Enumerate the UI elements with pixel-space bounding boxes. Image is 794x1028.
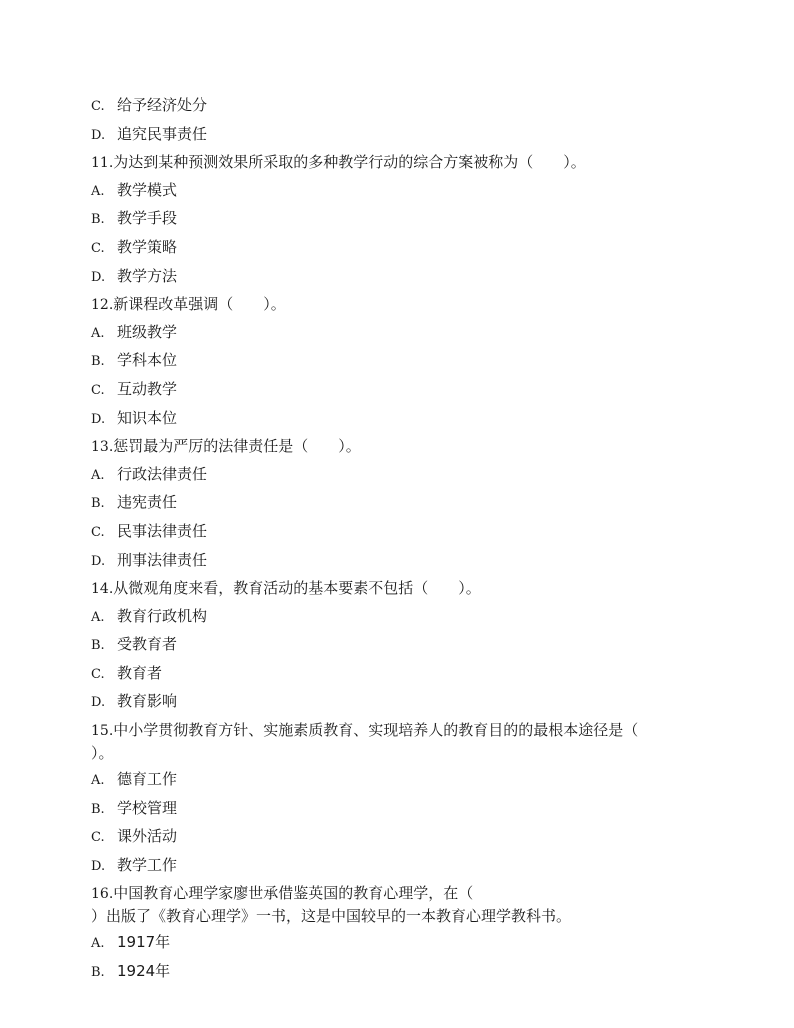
answer-option	[91, 92, 681, 121]
answer-option	[91, 603, 681, 632]
option-text: 给予经济处分	[117, 96, 208, 114]
option-text: 班级教学	[117, 322, 178, 341]
option-letter: B.	[91, 212, 105, 228]
option-text: 教学方法	[117, 266, 178, 285]
option-letter: C.	[91, 382, 105, 398]
question-text: 中小学贯彻教育方针、实施素质教育、实现培养人的教育目的的最根本途径是（	[113, 721, 639, 740]
answer-option	[91, 518, 681, 547]
question-number: 11.	[91, 155, 114, 172]
option-text: 互动教学	[117, 379, 178, 398]
answer-option	[91, 319, 681, 348]
option-text: 教育影响	[117, 692, 178, 711]
option-letter: D.	[91, 695, 106, 711]
option-letter: C.	[91, 99, 105, 114]
option-text: 教育者	[117, 663, 163, 682]
option-text: 1917年	[117, 933, 171, 952]
option-letter: A.	[91, 609, 105, 625]
question-text: 从微观角度来看，教育活动的基本要素不包括（ ）。	[113, 579, 481, 598]
option-letter: A.	[91, 936, 105, 952]
answer-option	[91, 795, 681, 824]
option-text: 追究民事责任	[117, 124, 208, 143]
option-letter: D.	[91, 553, 106, 569]
option-letter: C.	[91, 830, 105, 846]
question-text: 为达到某种预测效果所采取的多种教学行动的综合方案被称为（ ）。	[113, 153, 586, 172]
option-text: 教学模式	[117, 180, 178, 199]
answer-option	[91, 958, 681, 987]
option-letter: D.	[91, 858, 106, 874]
question-number: 14.	[91, 581, 114, 598]
answer-option	[91, 234, 681, 263]
option-letter: A.	[91, 183, 105, 199]
question-number: 13.	[91, 439, 114, 456]
option-letter: B.	[91, 638, 105, 654]
option-text: 违宪责任	[117, 493, 178, 512]
question-number: 15.	[91, 723, 114, 740]
option-letter: C.	[91, 524, 105, 540]
option-letter: B.	[91, 965, 105, 981]
question-text-continued: ）出版了《教育心理学》一书，这是中国较早的一本教育心理学教科书。	[91, 907, 572, 926]
option-letter: A.	[91, 467, 105, 483]
question-number: 16.	[91, 886, 114, 903]
question-text: 新课程改革强调（ ）。	[113, 295, 286, 314]
question-list	[91, 92, 681, 987]
option-text: 学校管理	[117, 798, 178, 817]
answer-option	[91, 852, 681, 881]
option-letter: D.	[91, 127, 106, 143]
question-number: 12.	[91, 297, 114, 314]
question-stem	[91, 149, 681, 177]
answer-option	[91, 347, 681, 376]
answer-option	[91, 205, 681, 234]
option-letter: C.	[91, 240, 105, 256]
question-stem	[91, 291, 681, 319]
option-letter: A.	[91, 325, 105, 341]
option-text: 德育工作	[117, 770, 178, 789]
question-text: 惩罚最为严厉的法律责任是（ ）。	[113, 437, 361, 456]
option-letter: A.	[91, 773, 105, 789]
option-letter: C.	[91, 666, 105, 682]
question-stem	[91, 575, 681, 603]
answer-option	[91, 177, 681, 206]
option-text: 教学策略	[117, 237, 178, 256]
answer-option	[91, 121, 681, 150]
option-text: 刑事法律责任	[117, 550, 208, 569]
option-letter: B.	[91, 496, 105, 512]
answer-option	[91, 547, 681, 576]
answer-option	[91, 766, 681, 795]
option-text: 1924年	[117, 962, 171, 981]
option-text: 教学工作	[117, 855, 178, 874]
option-text: 行政法律责任	[117, 464, 208, 483]
answer-option	[91, 376, 681, 405]
answer-option	[91, 660, 681, 689]
question-stem	[91, 717, 681, 766]
answer-option	[91, 631, 681, 660]
answer-option	[91, 823, 681, 852]
question-text-continued: ）。	[91, 744, 114, 763]
option-letter: D.	[91, 411, 106, 427]
option-letter: D.	[91, 269, 106, 285]
answer-option	[91, 688, 681, 717]
answer-option	[91, 405, 681, 434]
question-text: 中国教育心理学家廖世承借鉴英国的教育心理学，在（	[113, 884, 474, 903]
option-text: 知识本位	[117, 408, 178, 427]
answer-option	[91, 929, 681, 958]
option-text: 教学手段	[117, 209, 178, 228]
answer-option	[91, 461, 681, 490]
option-text: 民事法律责任	[117, 521, 208, 540]
question-stem	[91, 433, 681, 461]
option-text: 教育行政机构	[117, 606, 208, 625]
option-letter: B.	[91, 354, 105, 370]
option-text: 学科本位	[117, 351, 178, 370]
option-letter: B.	[91, 801, 105, 817]
question-stem	[91, 880, 681, 929]
answer-option	[91, 263, 681, 292]
answer-option	[91, 489, 681, 518]
option-text: 课外活动	[117, 827, 178, 846]
option-text: 受教育者	[117, 635, 178, 654]
